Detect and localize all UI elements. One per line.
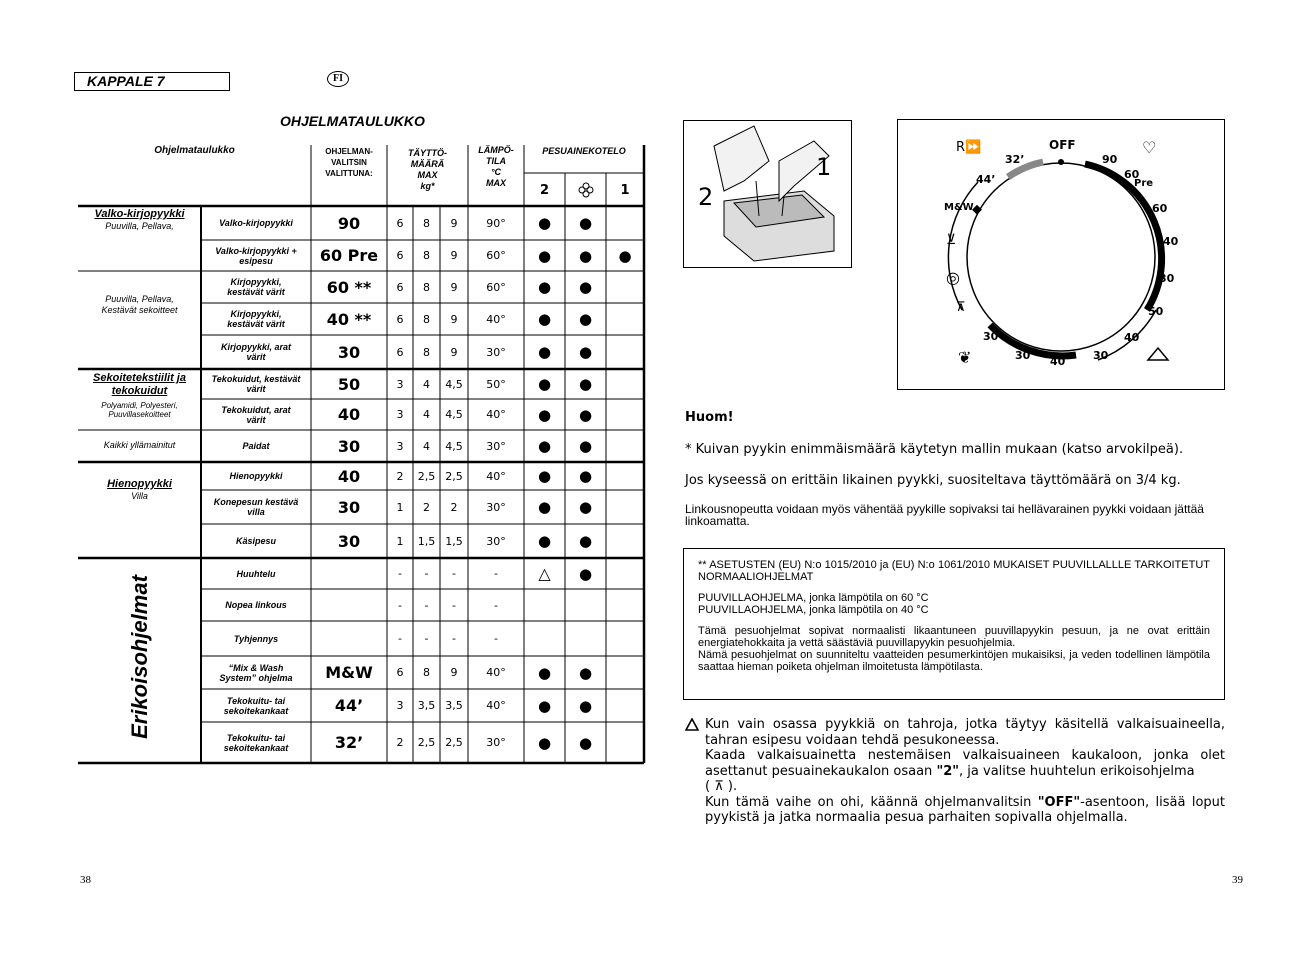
group-synthetics [78, 370, 201, 430]
dial-30d: 30 [983, 330, 999, 343]
cell-c1 [606, 303, 644, 335]
group-subtitle: Polyamidi, Polyesteri, Puuvillasekoitteet [101, 401, 178, 419]
cell-cf: ● [578, 564, 593, 583]
cell-l3: 2,5 [445, 469, 463, 483]
cell-l1: - [398, 567, 402, 580]
col-header-programme: Ohjelmataulukko [154, 144, 235, 156]
cell-name: Nopea linkous [225, 600, 287, 610]
cell-name: Tyhjennys [233, 633, 279, 644]
col-header-temperature: LÄMPÖ- TILA °C MAX [478, 145, 514, 188]
detergent-drawer-illustration [683, 120, 852, 268]
page-number-right: 39 [1232, 874, 1243, 886]
cell-l3: - [452, 567, 456, 580]
cell-c2: ● [537, 310, 552, 328]
cell-l2: 8 [423, 666, 430, 679]
table-title: OHJELMATAULUKKO [280, 113, 425, 129]
dial-circle [898, 120, 1224, 389]
dial-44: 44’ [976, 173, 996, 186]
cell-sel: 60 Pre [319, 246, 379, 265]
cell-temp: 40° [486, 469, 506, 483]
cell-l2: 2,5 [417, 469, 436, 483]
cell-cf: ● [578, 437, 593, 455]
cell-l3: 4,5 [445, 408, 463, 421]
cell-sel: 44’ [334, 696, 364, 715]
dial-30: 30 [1159, 272, 1175, 285]
programme-dial-diagram [897, 119, 1225, 390]
dial-40: 40 [1163, 235, 1179, 248]
cell-l3: 1,5 [445, 534, 463, 548]
cell-cf: ● [578, 532, 593, 550]
dial-off: OFF [1049, 138, 1076, 152]
cell-l3: 2 [450, 500, 458, 514]
group-subtitle: Puuvilla, Pellava, [105, 221, 174, 231]
cell-l1: - [398, 632, 402, 645]
cell-l3: 4,5 [445, 377, 463, 391]
cell-sel [311, 621, 387, 656]
cell-l2: - [424, 632, 429, 645]
cell-temp: 30° [486, 736, 506, 749]
cell-l2: 2 [423, 500, 430, 514]
cell-l2: 2,5 [417, 736, 436, 749]
language-badge: FI [327, 71, 349, 87]
cell-temp: - [494, 598, 498, 612]
dial-50: 50 [1148, 305, 1164, 318]
leaf-icon: ❦ [958, 348, 972, 367]
cell-cf: ● [578, 310, 593, 328]
cell-cf: ● [578, 733, 593, 752]
cell-cf: ● [578, 467, 593, 485]
cell-c1 [606, 621, 644, 656]
cell-c2: ● [537, 437, 552, 455]
cell-sel: 30 [337, 531, 361, 551]
cell-c1 [606, 524, 644, 558]
note-title: Huom! [685, 410, 734, 425]
rinse-icon: ⊼ [714, 779, 724, 794]
cotton-60: PUUVILLAOHJELMA, jonka lämpötila on 60 °C [698, 592, 929, 604]
cell-cf: ● [578, 375, 593, 393]
dial-32: 32’ [1005, 153, 1025, 166]
cell-l3: 9 [450, 666, 458, 679]
cell-c2: ● [537, 405, 552, 424]
cell-cf [565, 621, 606, 656]
dial-40b: 40 [1124, 331, 1140, 344]
col-header-load: TÄYTTÖ- MÄÄRÄ MAX kg* [408, 148, 447, 191]
group-delicates [78, 470, 201, 510]
cell-temp: 40° [486, 699, 506, 712]
cell-temp: 40° [486, 408, 506, 421]
cell-c1 [606, 656, 644, 689]
cell-l3: 9 [450, 249, 458, 262]
cell-cf: ● [578, 663, 593, 682]
cell-sel: 60 ** [326, 277, 372, 297]
cell-name: Käsipesu [235, 536, 277, 546]
cell-c1: ● [618, 246, 632, 265]
cell-c1 [606, 462, 644, 490]
temperature-text: Nämä pesuohjelmat on suunniteltu vaatteiden pesumerkintöjen mukaisiksi, ja veden todellinen lämpötila saattaa hieman poiketa ohjelman ilmoitetusta lämpötilasta. [698, 649, 1210, 673]
cell-sel: 40 [337, 466, 361, 486]
cell-temp: 30° [486, 500, 506, 514]
cell-temp: - [494, 632, 498, 645]
cell-l1: 6 [396, 216, 404, 230]
cell-c2: ● [537, 343, 552, 361]
cell-l1: 2 [396, 469, 404, 483]
cell-l3: 9 [450, 312, 458, 326]
group-title: Valko-kirjopyykki [94, 208, 185, 220]
cell-c2: ● [537, 532, 552, 550]
cell-sel [311, 589, 387, 621]
chapter-label: KAPPALE 7 [74, 72, 230, 91]
cell-sel: M&W [325, 663, 373, 682]
regulation-heading: ** ASETUSTEN (EU) N:o 1015/2010 ja (EU) N:o 1061/2010 MUKAISET PUUVILLALLLE TARKOITETUT NORMAALIOHJELMAT [698, 559, 1210, 583]
cell-l3: 9 [450, 216, 458, 230]
bleach-instructions [685, 717, 1225, 826]
cell-l3: 9 [450, 280, 458, 294]
cell-temp: 30° [486, 345, 506, 359]
note-capacity: * Kuivan pyykin enimmäismäärä käytetyn mallin mukaan (katso arvokilpeä). [685, 442, 1184, 457]
cell-name: Tekokuitu- tai sekoitekankaat [223, 732, 289, 753]
cell-l2: 4 [423, 377, 430, 391]
cell-name: Tekokuitu- tai sekoitekankaat [223, 695, 289, 716]
rinse-spin-icon: R⏩ [956, 140, 982, 155]
cell-l1: 6 [396, 666, 404, 679]
dial-90: 90 [1102, 153, 1118, 166]
cell-l1: 2 [396, 736, 404, 749]
cell-sel [311, 558, 387, 589]
cell-temp: 60° [486, 249, 506, 262]
efficiency-text: Tämä pesuohjelmat sopivat normaalisti likaantuneen puuvillapyykin pesuun, ja ne ovat erittäin energiatehokkaita ja vettä säästäviä puuvillapyykin pesuohjelmia. [698, 625, 1210, 649]
cell-l1: 3 [396, 699, 404, 712]
cell-l3: 3,5 [445, 699, 463, 712]
drain-icon: ⊻ [946, 232, 957, 248]
group-white-colored [78, 208, 201, 238]
cell-c1 [606, 490, 644, 524]
dial-60: 60 [1152, 202, 1168, 215]
cell-name: “Mix & Wash System” ohjelma [219, 662, 293, 683]
dial-40c: 40 [1050, 355, 1066, 368]
group-title: Erikoisohjelmat [127, 575, 152, 739]
cell-cf: ● [578, 278, 593, 296]
cell-c1 [606, 369, 644, 399]
cell-name: Kirjopyykki, kestävät värit [227, 277, 285, 297]
cell-cf: ● [578, 696, 593, 715]
cell-c1 [606, 430, 644, 462]
cell-temp: 40° [486, 666, 506, 679]
cell-l2: 8 [423, 216, 430, 230]
cell-l2: 3,5 [417, 699, 436, 712]
cell-c2: ● [537, 467, 552, 485]
cell-c2: ● [537, 663, 552, 682]
cotton-40: PUUVILLAOHJELMA, jonka lämpötila on 40 °C [698, 604, 929, 616]
cell-l3: - [452, 598, 456, 612]
cell-cf: ● [578, 498, 593, 516]
cell-l1: 6 [396, 280, 404, 294]
group-title: Sekoitetekstiilit ja tekokuidut [93, 372, 186, 397]
cell-name: Hienopyykki [229, 471, 283, 481]
cell-l3: - [452, 632, 456, 645]
bleach-line-3: ( ⊼ ). [705, 779, 738, 794]
cell-cf: ● [578, 405, 593, 424]
cell-c2 [524, 589, 565, 621]
dial-30c: 30 [1015, 349, 1031, 362]
cell-l1: 6 [396, 312, 404, 326]
cell-c1 [606, 399, 644, 430]
cell-name: Kirjopyykki, kestävät värit [227, 309, 285, 329]
cell-temp: 30° [486, 534, 506, 548]
heart-wool-icon: ♡ [1142, 138, 1157, 157]
cell-l2: - [424, 598, 429, 612]
cell-l2: 4 [423, 439, 430, 453]
cell-temp: 50° [486, 377, 506, 391]
cell-sel: 30 [337, 342, 361, 362]
cell-sel: 30 [337, 436, 361, 456]
cell-c1 [606, 689, 644, 722]
cell-l1: 6 [396, 249, 404, 262]
cell-temp: 40° [486, 312, 506, 326]
cell-c1 [606, 335, 644, 369]
note-spin-speed: Linkousnopeutta voidaan myös vähentää pyykille sopivaksi tai hellävarainen pyykki voidaan jättää linkoamatta. [685, 502, 1204, 528]
cell-c2: ● [537, 214, 552, 232]
cell-name: Tekokuidut, arat värit [221, 404, 291, 425]
cell-c1 [606, 589, 644, 621]
bleach-line-1: Kun vain osassa pyykkiä on tahroja, jotka täytyy käsitellä valkaisuaineella, tahran esipesu voidaan tehdä pesukoneessa. [705, 717, 1225, 748]
note-heavily-soiled: Jos kyseessä on erittäin likainen pyykki, suositeltava täyttömäärä on 3/4 kg. [685, 473, 1181, 488]
cell-temp: 90° [486, 216, 506, 230]
col-header-selector: OHJELMAN- VALITSIN VALITTUNA: [325, 146, 373, 178]
cell-sel: 40 [337, 405, 361, 424]
cell-sel: 90 [337, 213, 361, 233]
cell-sel: 30 [337, 497, 361, 517]
cell-l2: 4 [423, 408, 430, 421]
cell-l1: 1 [396, 534, 404, 548]
cell-l3: 2,5 [445, 736, 463, 749]
dial-pre: Pre [1134, 178, 1154, 189]
cell-cf: ● [578, 246, 593, 265]
cell-name: Konepesun kestävä villa [213, 497, 299, 517]
cell-name: Valko-kirjopyykki [219, 218, 293, 228]
cell-temp: 60° [486, 280, 506, 294]
cell-l1: 3 [396, 377, 404, 391]
cell-l1: 3 [396, 408, 404, 421]
col-header-detergent: PESUAINEKOTELO [542, 145, 626, 156]
cell-l2: 8 [423, 249, 430, 262]
cell-l3: 9 [450, 345, 458, 359]
cell-c1 [606, 558, 644, 589]
cell-sel: 50 [337, 374, 361, 394]
cell-l1: 1 [396, 500, 404, 514]
regulation-info-box [683, 548, 1225, 700]
cell-sel: 32’ [334, 733, 364, 752]
dial-30b: 30 [1093, 349, 1109, 362]
cell-name: Paidat [242, 441, 270, 451]
cell-l2: 1,5 [417, 534, 436, 548]
group-subtitle: Villa [131, 491, 148, 501]
spin-icon: ◎ [946, 268, 960, 287]
cell-cf [565, 589, 606, 621]
col-header-compartment-2: 2 [539, 182, 550, 198]
cell-l1: 6 [396, 345, 404, 359]
cell-l3: 4,5 [445, 439, 463, 453]
cell-c2 [524, 621, 565, 656]
cell-cf: ● [578, 214, 593, 232]
group-title: Hienopyykki [107, 478, 172, 490]
group-cotton-durable: Puuvilla, Pellava, Kestävät sekoitteet [101, 294, 178, 315]
cell-c2: ● [537, 498, 552, 516]
compartment-label-1: 1 [816, 153, 832, 181]
dial-60pre: 60 [1124, 168, 1140, 181]
page-number-left: 38 [80, 874, 91, 886]
bleach-line-4: Kun tämä vaihe on ohi, käännä ohjelmanvalitsin "OFF"-asentoon, lisää loput pyykistä ja jatka normaalia pesua parhaiten sopivalla ohjelmalla. [705, 794, 1225, 825]
cell-l2: 8 [423, 345, 430, 359]
cell-cf: ● [578, 343, 593, 361]
cell-l1: 3 [396, 439, 404, 453]
warning-triangle-icon [685, 718, 699, 736]
cell-name: Kirjopyykki, arat värit [220, 342, 292, 362]
cell-c2: △ [538, 564, 551, 583]
cell-c2: ● [537, 246, 552, 265]
cell-c1 [606, 722, 644, 763]
cell-c2: ● [537, 278, 552, 296]
cell-temp: - [494, 567, 498, 580]
cell-l2: 8 [423, 280, 430, 294]
col-header-compartment-1: 1 [620, 182, 630, 198]
cell-c1 [606, 271, 644, 303]
compartment-label-2: 2 [698, 183, 714, 211]
group-special-programmes [90, 575, 190, 742]
cell-name: Huuhtelu [236, 568, 276, 579]
cell-l1: - [398, 598, 402, 612]
dial-mw: M&W [944, 202, 974, 213]
cell-c1 [606, 206, 644, 240]
cell-c2: ● [537, 696, 552, 715]
cell-name: Tekokuidut, kestävät värit [211, 374, 301, 394]
flower-icon [565, 175, 606, 205]
cell-l2: - [424, 567, 429, 580]
cell-c2: ● [537, 375, 552, 393]
cell-sel: 40 ** [326, 309, 372, 329]
group-all-above: Kaikki yllämainitut [103, 439, 176, 450]
cell-name: Valko-kirjopyykki + esipesu [215, 245, 297, 266]
cell-temp: 30° [486, 439, 506, 453]
cell-c2: ● [537, 733, 552, 752]
rinse-icon: ⊼ [956, 300, 966, 315]
cell-l2: 8 [423, 312, 430, 326]
bleach-line-2: Kaada valkaisuainetta nestemäisen valkaisuaineen kaukaloon, jonka olet asettanut pesuainekaukalon osaan "2", ja valitse huuhtelun erikoisohjelma [705, 748, 1225, 779]
